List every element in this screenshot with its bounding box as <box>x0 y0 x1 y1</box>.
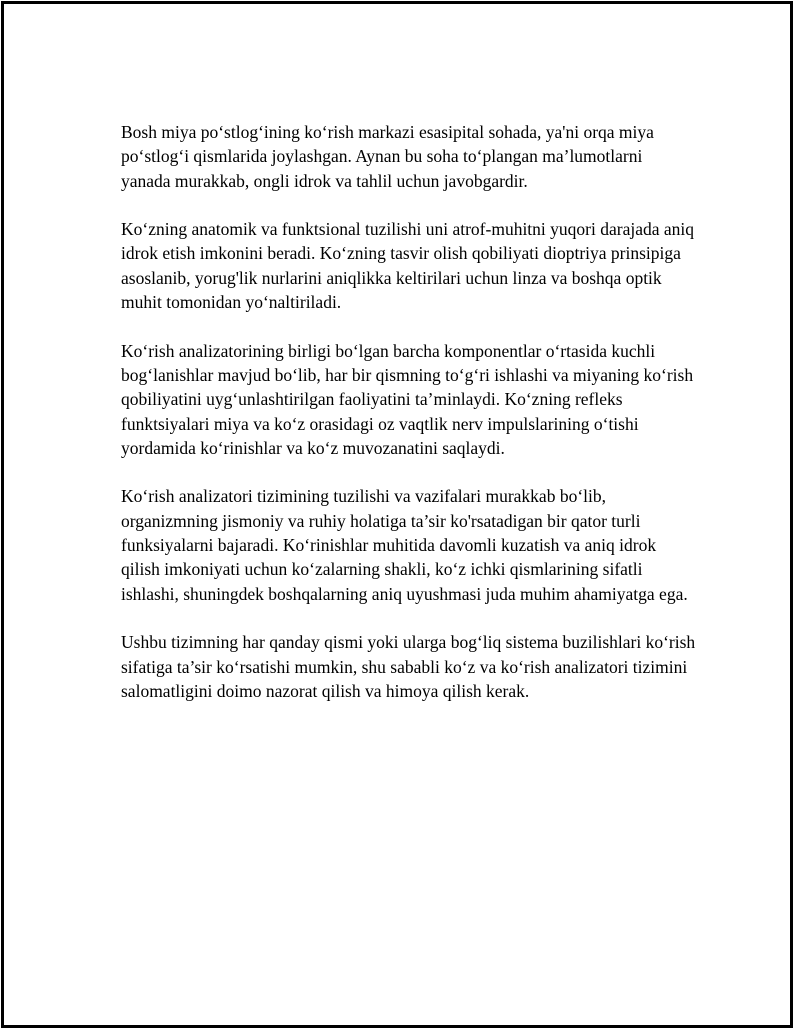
document-body <box>121 120 696 727</box>
paragraph-4: Ko‘rish analizatori tizimining tuzilishi va vazifalari murakkab bo‘lib, organizmning jismoniy va ruhiy holatiga ta’sir ko'rsatadigan bir qator turli funksiyalarni bajaradi. Ko‘rinishlar muhitida davomli kuzatish va aniq idrok qilish imkoniyati uchun ko‘zalarning shakli, ko‘z ichki qismlarining sifatli ishlashi, shuningdek boshqalarning aniq uyushmasi juda muhim ahamiyatga ega. <box>121 486 688 604</box>
paragraph-2: Ko‘zning anatomik va funktsional tuzilishi uni atrof-muhitni yuqori darajada aniq idrok etish imkonini beradi. Ko‘zning tasvir olish qobiliyati dioptriya prinsipiga asoslanib, yorug'lik nurlarini aniqlikka keltirilari uchun linza va boshqa optik muhit tomonidan yo‘naltiriladi. <box>121 219 694 313</box>
document-page <box>1 1 793 1028</box>
paragraph-1: Bosh miya po‘stlog‘ining ko‘rish markazi esasipital sohada, ya'ni orqa miya po‘stlog‘i qismlarida joylashgan. Aynan bu soha to‘plangan ma’lumotlarni yanada murakkab, ongli idrok va tahlil uchun javobgardir. <box>121 122 654 191</box>
paragraph-3: Ko‘rish analizatorining birligi bo‘lgan barcha komponentlar o‘rtasida kuchli bog‘lanishlar mavjud bo‘lib, har bir qismning to‘g‘ri ishlashi va miyaning ko‘rish qobiliyatini uyg‘unlashtirilgan faoliyatini ta’minlaydi. Ko‘zning refleks funktsiyalari miya va ko‘z orasidagi oz vaqtlik nerv impulslarining o‘tishi yordamida ko‘rinishlar va ko‘z muvozanatini saqlaydi. <box>121 340 694 458</box>
paragraph-5: Ushbu tizimning har qanday qismi yoki ularga bog‘liq sistema buzilishlari ko‘rish sifatiga ta’sir ko‘rsatishi mumkin, shu sababli ko‘z va ko‘rish analizatori tizimini salomatligini doimo nazorat qilish va himoya qilish kerak. <box>121 632 696 701</box>
